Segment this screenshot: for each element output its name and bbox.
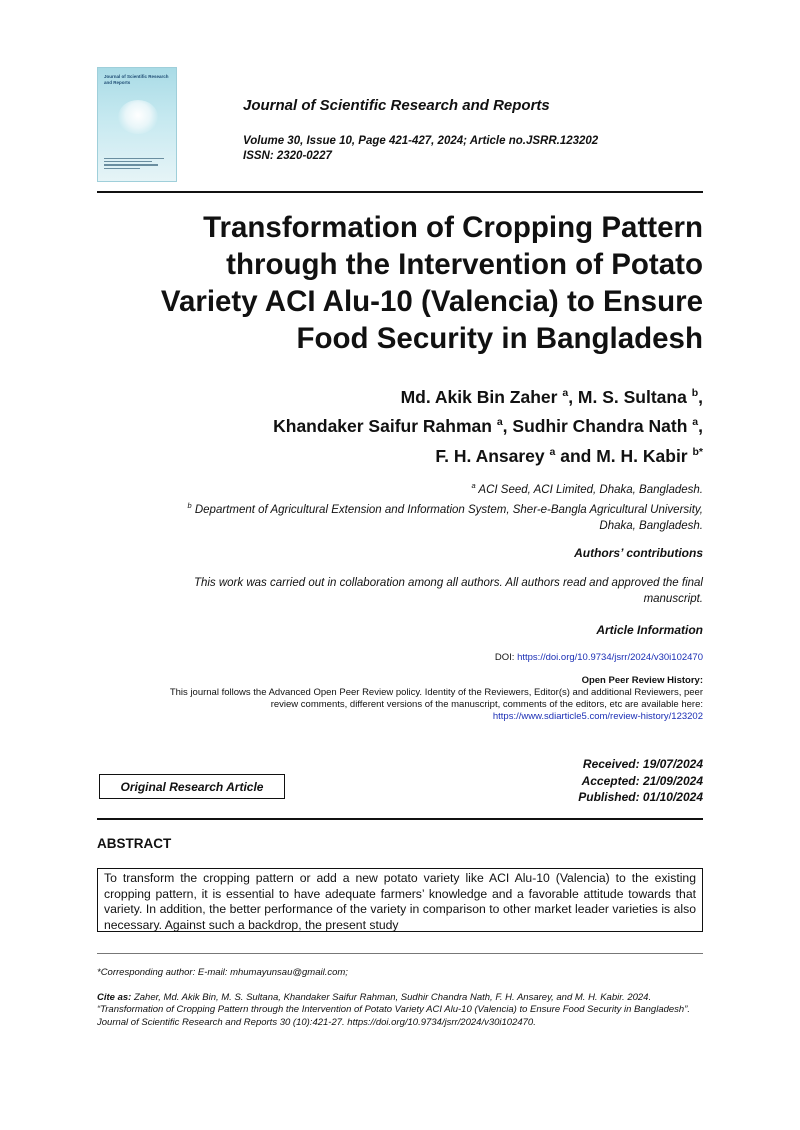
- doi-line: [495, 652, 703, 663]
- article-dates: [578, 756, 703, 806]
- author-name: M. H. Kabir: [596, 445, 688, 466]
- corresponding-author: *Corresponding author: E-mail: mhumayunsau@gmail.com;: [97, 967, 348, 978]
- author-name: M. S. Sultana: [577, 386, 687, 407]
- contributions-line: This work was carried out in collaboration among all authors. All authors read and approved the final: [193, 577, 703, 589]
- author-separator: ,: [568, 386, 578, 407]
- cover-text-lines: [104, 158, 164, 171]
- received-date: Received: 19/07/2024: [582, 757, 703, 771]
- author-name: Md. Akik Bin Zaher: [400, 386, 558, 407]
- top-divider: [97, 191, 703, 193]
- author-list: [83, 381, 703, 469]
- cite-text: Zaher, Md. Akik Bin, M. S. Sultana, Khandaker Saifur Rahman, Sudhir Chandra Nath, F. H. Ansarey, and M. H. Kabir. 2024. “Transformation of Cropping Pattern through the Intervention of Potato Variety ACI Alu-10 (Valencia) to Ensure Food Security in Bangladesh”. Journal of Scientific Research and Reports 30 (10):421-27. https://doi.org/10.9734/jsrr/2024/v30i102470.: [97, 992, 691, 1028]
- author-affiliation-mark: a: [562, 387, 569, 399]
- doi-link[interactable]: https://doi.org/10.9734/jsrr/2024/v30i102470: [517, 652, 703, 663]
- paper-title: [83, 209, 703, 357]
- doi-label: DOI:: [494, 652, 518, 663]
- cite-label: Cite as:: [97, 992, 132, 1003]
- contributions-line: manuscript.: [643, 592, 703, 605]
- affiliation-text: Department of Agricultural Extension and Information System, Sher-e-Bangla Agricultural University,: [194, 504, 703, 517]
- accepted-date: Accepted: 21/09/2024: [581, 773, 703, 788]
- author-separator: ,: [502, 416, 513, 437]
- title-line: Transformation of Cropping Pattern: [203, 211, 703, 244]
- author-affiliation-mark: b*: [692, 445, 703, 458]
- article-info-heading: Article Information: [596, 623, 703, 637]
- footnote-divider: [97, 953, 703, 954]
- review-history-link[interactable]: https://www.sdiarticle5.com/review-history/123202: [492, 711, 703, 722]
- author-separator: ,: [698, 416, 703, 437]
- article-type-badge: Original Research Article: [99, 774, 285, 799]
- author-line: [83, 381, 703, 410]
- published-date: Published: 01/10/2024: [578, 790, 703, 804]
- author-line: [83, 440, 703, 469]
- peer-review-line: This journal follows the Advanced Open Peer Review policy. Identity of the Reviewers, Editor(s) and additional Reviewers, peer: [169, 687, 703, 698]
- title-line: Variety ACI Alu-10 (Valencia) to Ensure: [160, 285, 703, 318]
- citation: [97, 992, 703, 1029]
- affiliation-a: [83, 478, 703, 498]
- title-line: Food Security in Bangladesh: [296, 322, 703, 355]
- author-line: [83, 410, 703, 439]
- abstract-text: To transform the cropping pattern or add a new potato variety like ACI Alu-10 (Valencia) to the existing cropping pattern, it is essential to have adequate farmers’ knowledge and a favorable attitude towards that variety. In addition, the better performance of the variety in comparison to other market leader varieties is also necessary. Against such a backdrop, the present study: [104, 871, 696, 932]
- peer-review-text: [63, 687, 703, 723]
- journal-name: Journal of Scientific Research and Reports: [243, 97, 550, 114]
- affiliation-text: ACI Seed, ACI Limited, Dhaka, Bangladesh.: [478, 483, 703, 496]
- affiliation-mark: b: [187, 501, 192, 511]
- affiliation-b-cont: Dhaka, Bangladesh.: [599, 519, 703, 532]
- journal-cover-image: [97, 67, 177, 182]
- peer-review-heading: Open Peer Review History:: [581, 675, 703, 686]
- affiliation-mark: a: [471, 481, 476, 490]
- author-name: Khandaker Saifur Rahman: [273, 416, 492, 437]
- author-affiliation-mark: a: [549, 445, 556, 458]
- issn: ISSN: 2320-0227: [243, 150, 332, 162]
- abstract-box: [97, 868, 703, 932]
- author-name: Sudhir Chandra Nath: [512, 416, 688, 437]
- title-line: through the Intervention of Potato: [226, 248, 703, 281]
- middle-divider: [97, 818, 703, 820]
- affiliations: [83, 478, 703, 534]
- peer-review-line: review comments, different versions of the manuscript, comments of the editors, etc are available here:: [270, 699, 703, 710]
- cover-title: Journal of Scientific Research and Reports: [104, 74, 169, 85]
- contributions-text: [83, 576, 703, 607]
- cover-illustration: [118, 100, 158, 134]
- contributions-heading: Authors’ contributions: [574, 546, 703, 560]
- abstract-heading: ABSTRACT: [97, 836, 172, 851]
- affiliation-b: [83, 498, 703, 518]
- author-affiliation-mark: b: [691, 387, 699, 399]
- author-affiliation-mark: a: [496, 416, 503, 429]
- author-name: F. H. Ansarey: [435, 445, 545, 466]
- author-affiliation-mark: a: [692, 416, 699, 429]
- author-separator: ,: [698, 386, 703, 407]
- author-separator: and: [555, 445, 597, 466]
- volume-line: Volume 30, Issue 10, Page 421-427, 2024; Article no.JSRR.123202: [243, 135, 599, 147]
